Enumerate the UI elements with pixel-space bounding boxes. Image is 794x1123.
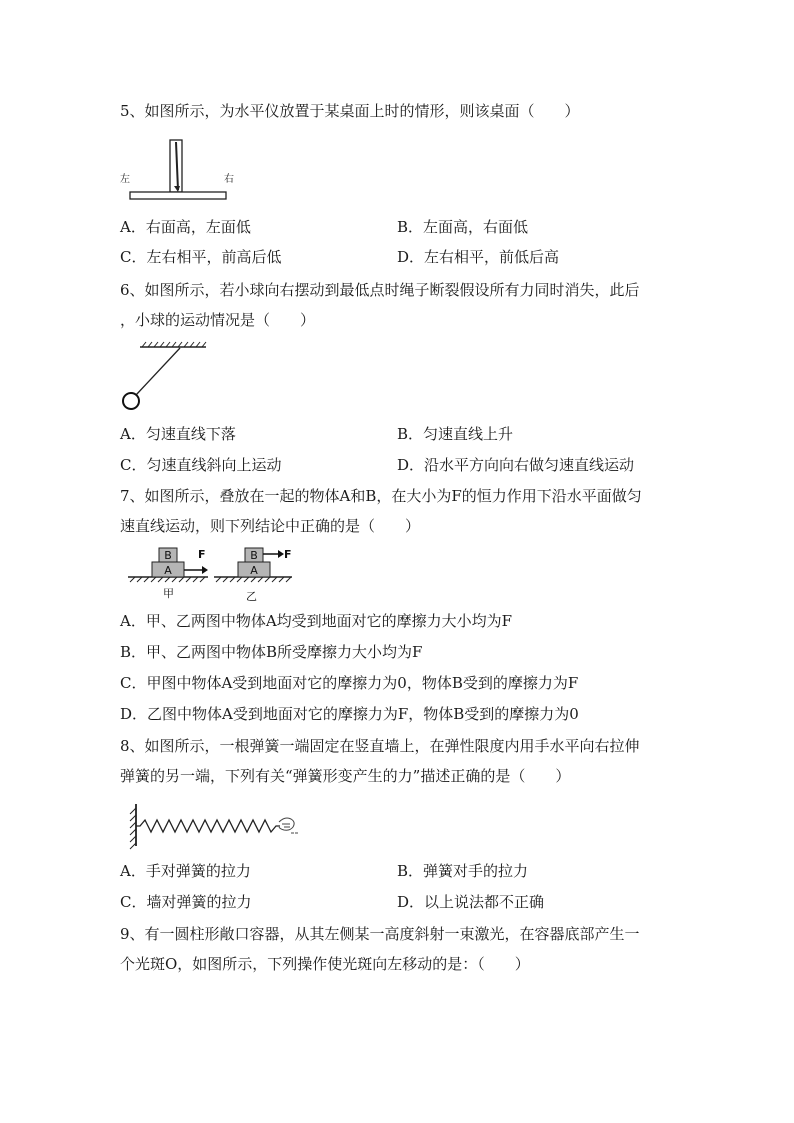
q7-jia-block-a: A <box>164 564 172 577</box>
q5-option-a[interactable]: A．右面高，左面低 <box>120 218 251 236</box>
q7-yi-block-b: B <box>250 549 258 562</box>
q7-stem-line2: 速直线运动，则下列结论中正确的是（ ） <box>120 517 421 535</box>
q6-pendulum-figure <box>118 340 213 415</box>
q7-stem-line1: 7、如图所示，叠放在一起的物体A和B，在大小为F的恒力作用下沿水平面做匀 <box>120 487 642 505</box>
hand-icon <box>279 818 298 833</box>
q7-label-jia: 甲 <box>163 587 174 600</box>
q7-blocks-figure <box>126 544 296 604</box>
q9-stem-line1: 9、有一圆柱形敞口容器，从其左侧某一高度斜射一束激光，在容器底部产生一 <box>120 925 640 943</box>
q5-option-c[interactable]: C．左右相平，前高后低 <box>120 248 282 266</box>
q6-stem-line2: ，小球的运动情况是（ ） <box>120 311 316 329</box>
q8-option-a[interactable]: A．手对弹簧的拉力 <box>120 862 251 880</box>
q5-option-d[interactable]: D．左右相平，前低后高 <box>397 248 560 266</box>
q7-figure-jia <box>128 548 208 600</box>
q5-fig-right-label: 右 <box>224 174 234 185</box>
q8-option-c[interactable]: C．墙对弹簧的拉力 <box>120 893 252 911</box>
q7-option-c[interactable]: C．甲图中物体A受到地面对它的摩擦力为0，物体B受到的摩擦力为F <box>120 674 579 692</box>
q7-yi-block-a: A <box>250 564 258 577</box>
q7-jia-force-label: F <box>198 548 206 561</box>
q9-stem-line2: 个光斑O，如图所示，下列操作使光斑向左移动的是：（ ） <box>120 955 530 973</box>
q8-spring-figure <box>124 800 300 850</box>
q5-option-b[interactable]: B．左面高，右面低 <box>397 218 529 236</box>
q7-option-a[interactable]: A．甲、乙两图中物体A均受到地面对它的摩擦力大小均为F <box>120 612 513 630</box>
q5-level-figure <box>118 138 248 204</box>
q8-option-b[interactable]: B．弹簧对手的拉力 <box>397 862 529 880</box>
q7-jia-block-b: B <box>164 549 172 562</box>
q7-option-d[interactable]: D．乙图中物体A受到地面对它的摩擦力为F，物体B受到的摩擦力为0 <box>120 705 579 723</box>
q6-stem-line1: 6、如图所示，若小球向右摆动到最低点时绳子断裂假设所有力同时消失，此后 <box>120 281 640 299</box>
q7-yi-force-label: F <box>284 548 292 561</box>
q5-fig-left-label: 左 <box>120 174 130 185</box>
q6-option-d[interactable]: D．沿水平方向向右做匀速直线运动 <box>397 456 635 474</box>
q8-stem-line1: 8、如图所示，一根弹簧一端固定在竖直墙上，在弹性限度内用手水平向右拉伸 <box>120 737 640 755</box>
q6-option-b[interactable]: B．匀速直线上升 <box>397 425 514 443</box>
q7-label-yi: 乙 <box>246 590 257 603</box>
q6-option-a[interactable]: A．匀速直线下落 <box>120 425 236 443</box>
q8-stem-line2: 弹簧的另一端，下列有关“弹簧形变产生的力”描述正确的是（ ） <box>120 767 571 785</box>
q5-stem: 5、如图所示，为水平仪放置于某桌面上时的情形，则该桌面（ ） <box>120 102 580 120</box>
q8-option-d[interactable]: D．以上说法都不正确 <box>397 893 545 911</box>
q7-option-b[interactable]: B．甲、乙两图中物体B所受摩擦力大小均为F <box>120 643 423 661</box>
q7-figure-yi <box>214 548 292 603</box>
q6-option-c[interactable]: C．匀速直线斜向上运动 <box>120 456 282 474</box>
